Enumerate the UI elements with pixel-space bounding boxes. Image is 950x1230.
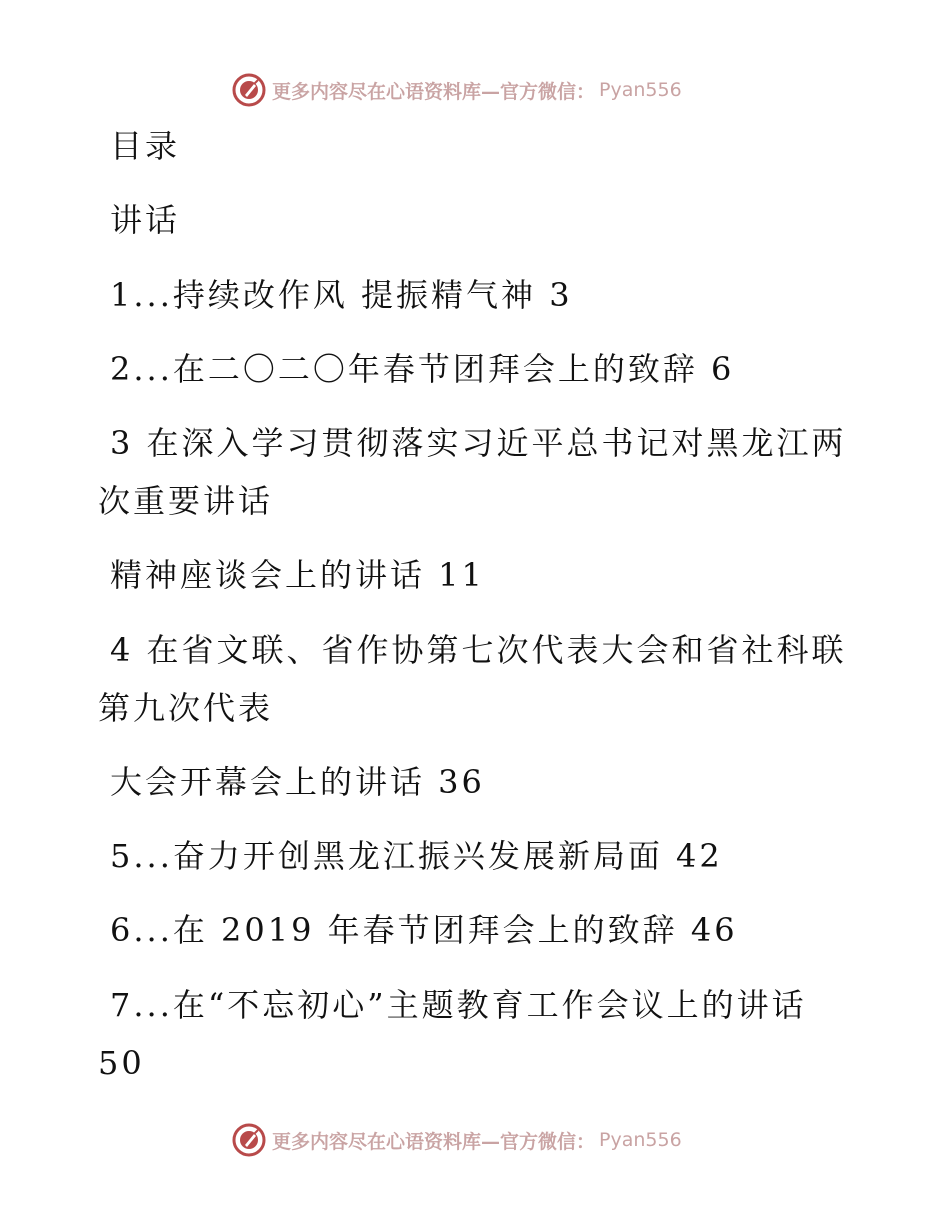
toc-entry: 3 在深入学习贯彻落实习近平总书记对黑龙江两	[110, 424, 847, 462]
toc-entry-continuation: 次重要讲话	[98, 482, 274, 520]
toc-entry-continuation: 50	[98, 1044, 145, 1082]
toc-entry-continuation: 精神座谈会上的讲话 11	[110, 556, 485, 594]
toc-entry: 5...奋力开创黑龙江振兴发展新局面 42	[110, 837, 723, 875]
watermark-banner-top	[232, 70, 682, 110]
toc-entry: 7...在“不忘初心”主题教育工作会议上的讲话	[110, 986, 807, 1024]
toc-entry: 6...在 2019 年春节团拜会上的致辞 46	[110, 911, 738, 949]
pen-nib-logo-icon	[232, 73, 266, 107]
toc-entry-continuation: 大会开幕会上的讲话 36	[110, 763, 485, 801]
watermark-text: 更多内容尽在心语资料库—官方微信：	[272, 80, 596, 103]
watermark-contact: Pyan556	[599, 79, 682, 101]
watermark-contact: Pyan556	[599, 1129, 682, 1151]
watermark-text: 更多内容尽在心语资料库—官方微信：	[272, 1130, 596, 1153]
toc-entry-continuation: 第九次代表	[98, 689, 274, 727]
toc-title: 目录	[110, 127, 181, 165]
toc-section-heading: 讲话	[110, 201, 181, 239]
toc-entry: 4 在省文联、省作协第七次代表大会和省社科联	[110, 631, 847, 669]
pen-nib-logo-icon	[232, 1123, 266, 1157]
toc-entry: 1...持续改作风 提振精气神 3	[110, 276, 573, 314]
toc-entry: 2...在二〇二〇年春节团拜会上的致辞 6	[110, 350, 735, 388]
watermark-banner-bottom	[232, 1120, 682, 1160]
